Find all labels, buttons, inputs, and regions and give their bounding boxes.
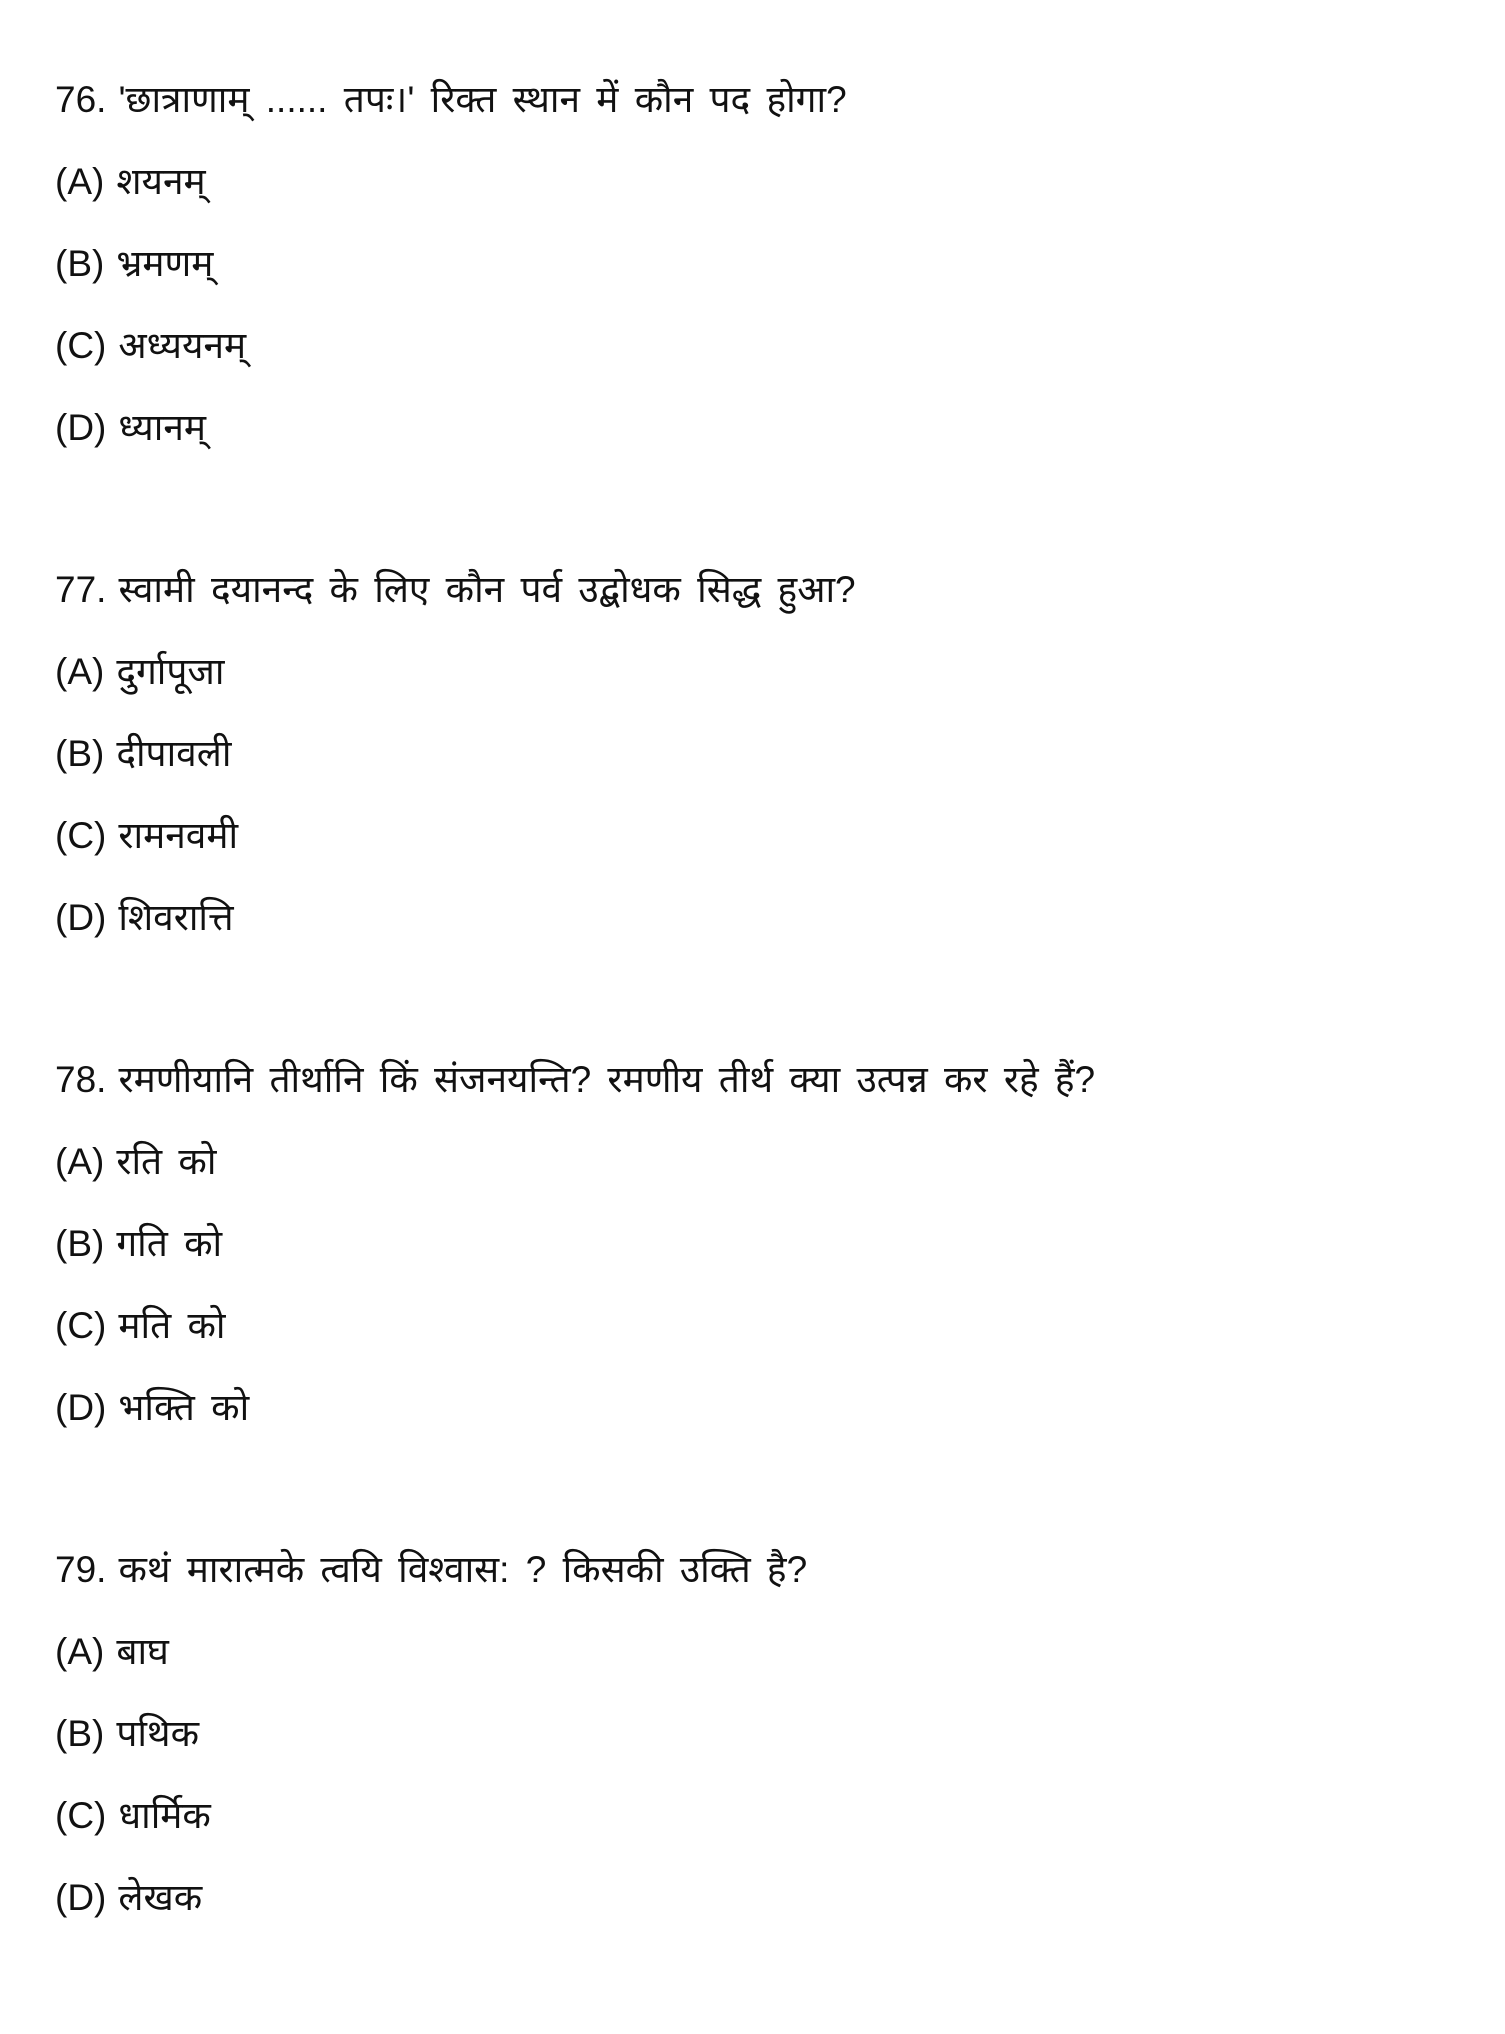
option-label: (A) — [55, 651, 105, 692]
option-text: रामनवमी — [118, 815, 239, 856]
question-text-line — [55, 549, 1465, 631]
option-item — [55, 305, 1465, 387]
option-text: भ्रमणम् — [116, 243, 214, 284]
option-item — [55, 387, 1465, 469]
option-label: (B) — [55, 1223, 105, 1264]
question-number: 79. — [55, 1549, 107, 1590]
option-text: शयनम् — [116, 161, 206, 202]
option-text: भक्ति को — [118, 1387, 250, 1428]
question-number: 78. — [55, 1059, 107, 1100]
option-label: (B) — [55, 1713, 105, 1754]
question-block — [55, 59, 1465, 469]
option-text: धार्मिक — [118, 1795, 211, 1836]
question-number: 76. — [55, 79, 107, 120]
option-item — [55, 1121, 1465, 1203]
question-block — [55, 1039, 1465, 1449]
option-item — [55, 1775, 1465, 1857]
option-label: (A) — [55, 1631, 105, 1672]
question-page — [55, 59, 1465, 2019]
option-item — [55, 1693, 1465, 1775]
question-block — [55, 1529, 1465, 1939]
option-item — [55, 1203, 1465, 1285]
option-text: लेखक — [118, 1877, 203, 1918]
option-label: (C) — [55, 325, 107, 366]
question-text-line — [55, 1039, 1465, 1121]
question-text: कथं मारात्मके त्वयि विश्वास: ? किसकी उक्ति है? — [118, 1549, 808, 1590]
option-label: (C) — [55, 1305, 107, 1346]
question-number: 77. — [55, 569, 107, 610]
question-text: स्वामी दयानन्द के लिए कौन पर्व उद्बोधक सिद्ध हुआ? — [118, 569, 856, 610]
option-item — [55, 1611, 1465, 1693]
option-item — [55, 1285, 1465, 1367]
question-text-line — [55, 59, 1465, 141]
option-text: अध्ययनम् — [118, 325, 247, 366]
option-item — [55, 877, 1465, 959]
option-text: रति को — [116, 1141, 217, 1182]
question-text: 'छात्राणाम् ...... तपः।' रिक्त स्थान में कौन पद होगा? — [118, 79, 847, 120]
option-item — [55, 1367, 1465, 1449]
option-label: (A) — [55, 161, 105, 202]
option-label: (B) — [55, 733, 105, 774]
option-text: पथिक — [116, 1713, 199, 1754]
option-item — [55, 141, 1465, 223]
option-text: गति को — [116, 1223, 223, 1264]
question-text-line — [55, 1529, 1465, 1611]
option-text: दीपावली — [116, 733, 232, 774]
option-label: (D) — [55, 897, 107, 938]
option-text: दुर्गापूजा — [116, 651, 225, 692]
option-label: (C) — [55, 815, 107, 856]
option-text: ध्यानम् — [118, 407, 206, 448]
option-label: (D) — [55, 1877, 107, 1918]
option-item — [55, 1857, 1465, 1939]
option-label: (A) — [55, 1141, 105, 1182]
question-block — [55, 549, 1465, 959]
option-label: (D) — [55, 407, 107, 448]
option-item — [55, 795, 1465, 877]
option-label: (B) — [55, 243, 105, 284]
option-text: शिवरात्ति — [118, 897, 234, 938]
option-text: बाघ — [116, 1631, 169, 1672]
option-label: (D) — [55, 1387, 107, 1428]
question-text: रमणीयानि तीर्थानि किं संजनयन्ति? रमणीय तीर्थ क्या उत्पन्न कर रहे हैं? — [118, 1059, 1096, 1100]
option-item — [55, 223, 1465, 305]
option-item — [55, 631, 1465, 713]
option-label: (C) — [55, 1795, 107, 1836]
option-item — [55, 713, 1465, 795]
option-text: मति को — [118, 1305, 226, 1346]
